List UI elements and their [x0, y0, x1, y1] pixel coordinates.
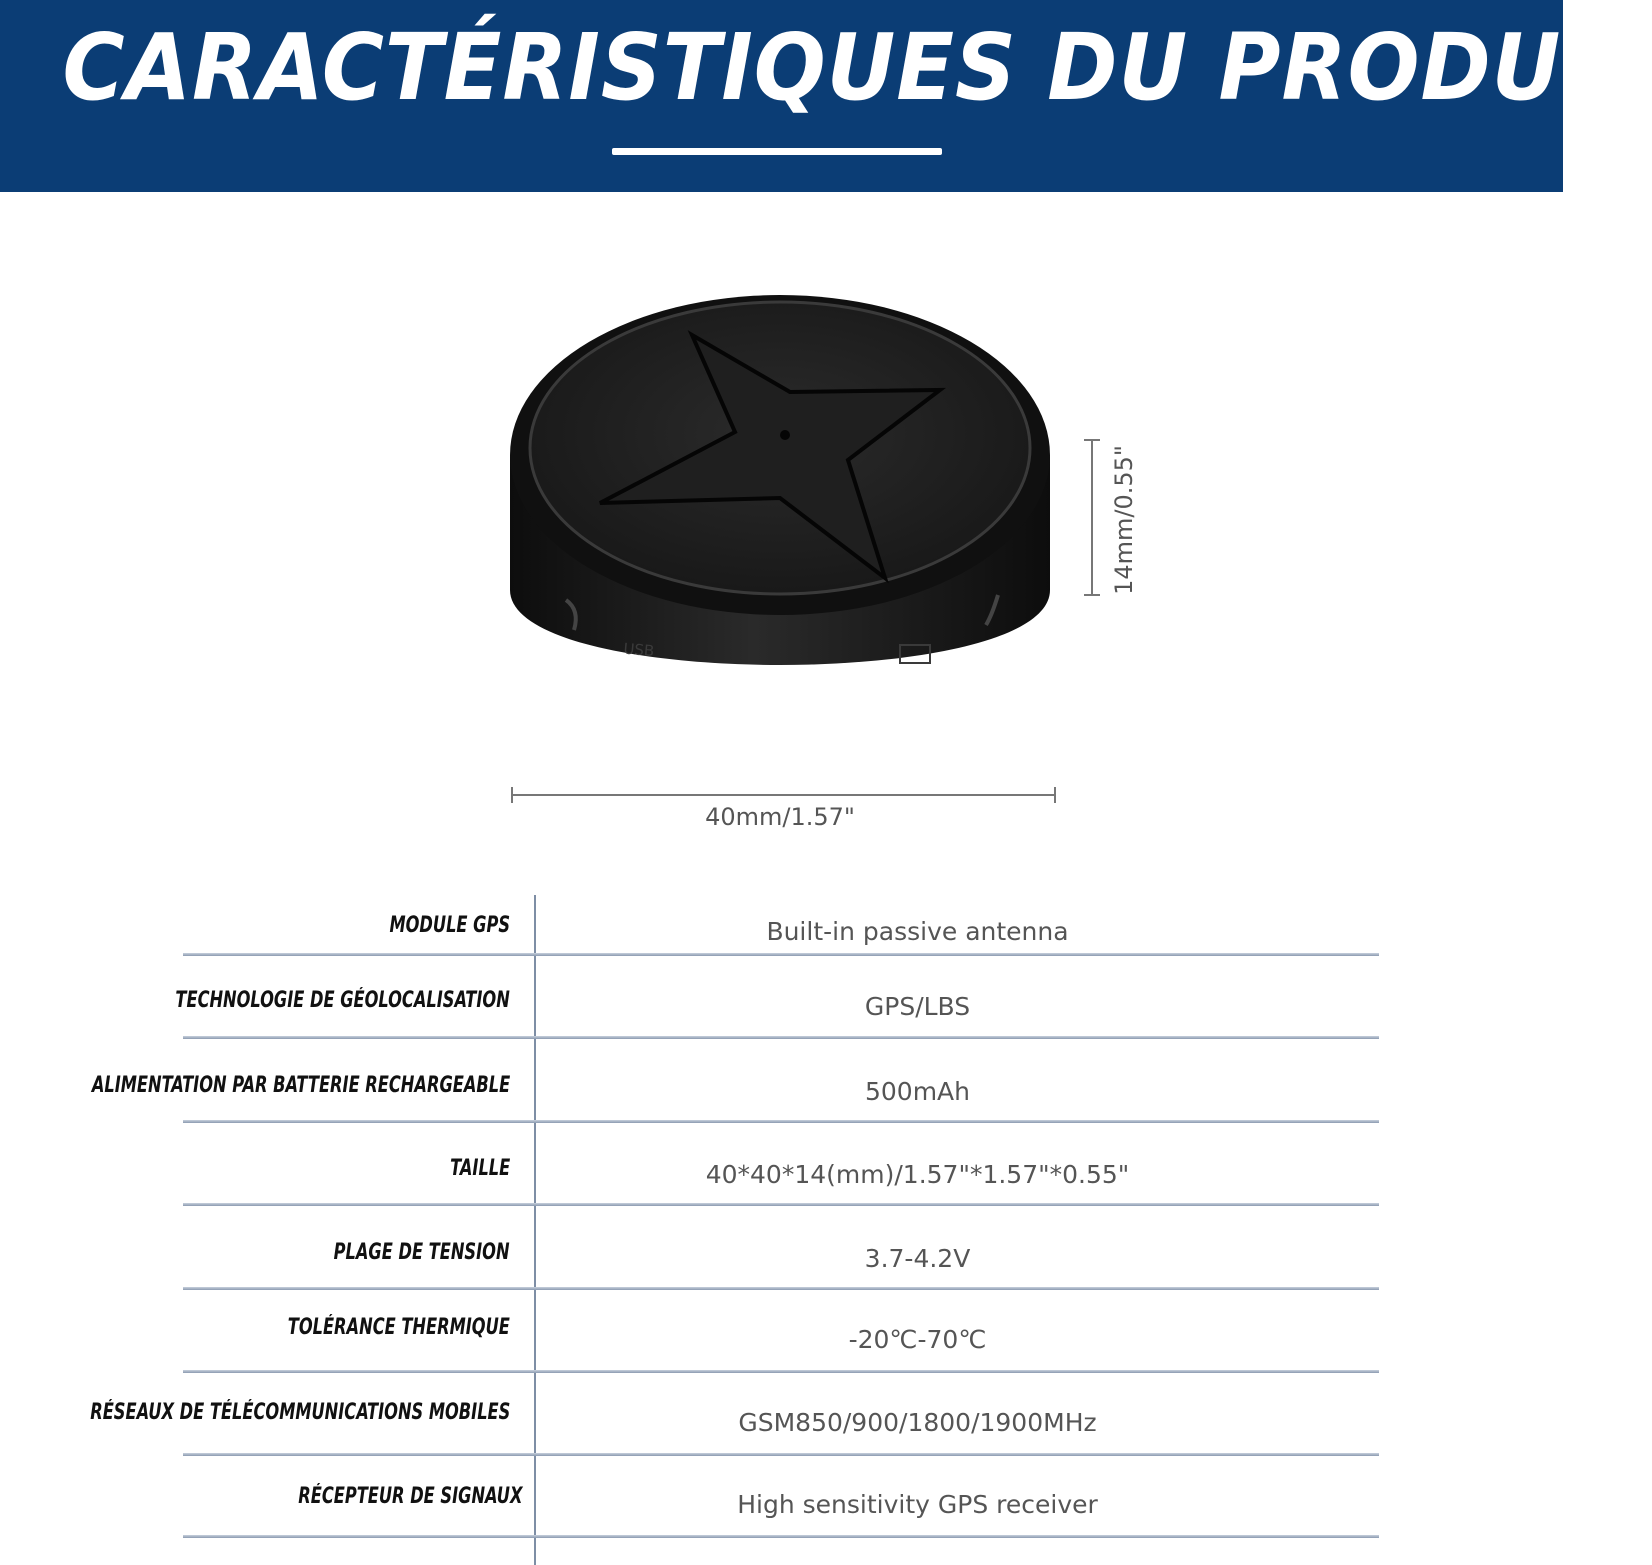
table-row	[0, 1138, 1563, 1220]
height-dimension	[1084, 440, 1138, 595]
row-divider	[183, 1370, 1379, 1373]
led-dot	[780, 430, 790, 440]
row-divider	[183, 1287, 1379, 1290]
spec-label-gps-module: MODULE GPS	[389, 913, 510, 938]
spec-label-temperature: TOLÉRANCE THERMIQUE	[287, 1315, 510, 1340]
spec-label-voltage: PLAGE DE TENSION	[334, 1240, 510, 1265]
row-divider	[183, 953, 1379, 956]
page-title: CARACTÉRISTIQUES DU PRODUIT	[62, 14, 1652, 121]
width-dimension-label: 40mm/1.57"	[705, 803, 855, 831]
height-dimension-label: 14mm/0.55"	[1110, 445, 1138, 595]
row-divider	[183, 1120, 1379, 1123]
table-row	[0, 1055, 1563, 1137]
spec-value-gps-module: Built-in passive antenna	[766, 917, 1069, 946]
row-divider	[183, 1036, 1379, 1039]
table-row	[0, 1222, 1563, 1304]
spec-label-size: TAILLE	[449, 1156, 510, 1181]
spec-value-geolocation: GPS/LBS	[864, 992, 971, 1021]
spec-value-networks: GSM850/900/1800/1900MHz	[738, 1408, 1097, 1437]
header-banner	[0, 0, 1652, 192]
row-divider	[183, 1203, 1379, 1206]
product-image	[480, 260, 1138, 860]
spec-value-receiver: High sensitivity GPS receiver	[737, 1490, 1098, 1519]
table-row	[0, 970, 1563, 1052]
spec-value-battery: 500mAh	[864, 1077, 971, 1106]
table-row	[0, 895, 1563, 977]
usb-label: USB	[622, 639, 655, 661]
spec-label-battery: ALIMENTATION PAR BATTERIE RECHARGEABLE	[91, 1073, 510, 1098]
row-divider	[183, 1453, 1379, 1456]
table-row	[0, 1382, 1563, 1464]
spec-value-temperature: -20℃-70℃	[848, 1325, 987, 1354]
device-body	[510, 295, 1050, 665]
spec-value-size: 40*40*14(mm)/1.57"*1.57"*0.55"	[705, 1160, 1130, 1189]
spec-label-receiver: RÉCEPTEUR DE SIGNAUX	[297, 1484, 522, 1509]
table-row	[0, 1297, 1563, 1379]
spec-value-voltage: 3.7-4.2V	[864, 1244, 971, 1273]
gps-tracker-illustration	[480, 260, 1138, 860]
width-dimension	[512, 787, 1055, 831]
row-divider	[183, 1535, 1379, 1538]
spec-label-networks: RÉSEAUX DE TÉLÉCOMMUNICATIONS MOBILES	[89, 1400, 510, 1425]
title-underline	[612, 148, 942, 155]
spec-label-geolocation: TECHNOLOGIE DE GÉOLOCALISATION	[175, 988, 510, 1013]
